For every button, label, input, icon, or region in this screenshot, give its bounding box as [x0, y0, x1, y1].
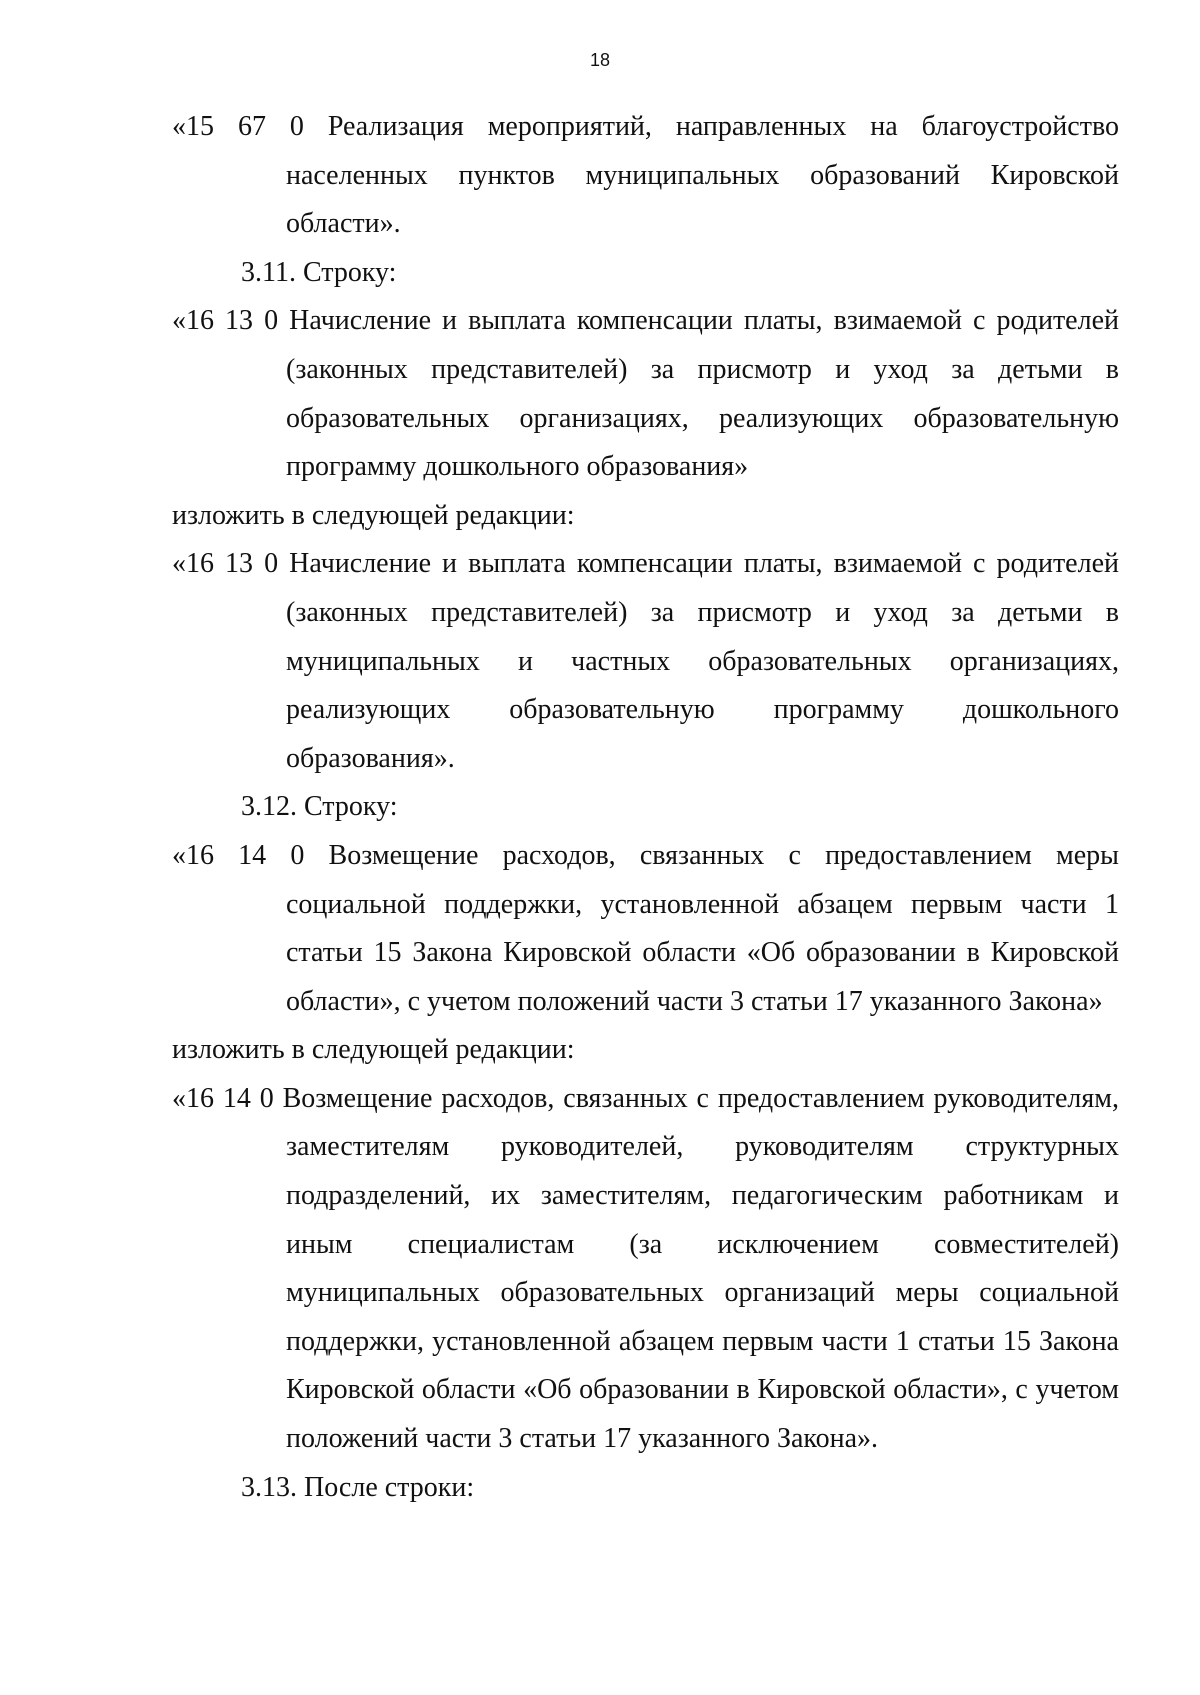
amend-phrase: изложить в следующей редакции:	[172, 1034, 575, 1066]
text-line: реализующих образовательную программу дошкольного	[286, 694, 1119, 726]
text-line: Кировской области «Об образовании в Кировской области», с учетом	[286, 1374, 1119, 1406]
text-line: положений части 3 статьи 17 указанного Закона».	[286, 1423, 879, 1455]
text-line: подразделений, их заместителям, педагогическим работникам и	[286, 1180, 1119, 1212]
text-line: области», с учетом положений части 3 статьи 17 указанного Закона»	[286, 985, 1103, 1017]
code-entry-16-13-0-new	[172, 540, 1119, 783]
page-number: 18	[589, 50, 611, 70]
text-line: иным специалистам (за исключением совместителей)	[286, 1228, 1119, 1260]
text-line: «16 14 0 Возмещение расходов, связанных с предоставлением руководителям,	[172, 1082, 1119, 1114]
text-line: социальной поддержки, установленной абзацем первым части 1	[286, 888, 1119, 920]
text-line: образования».	[286, 742, 455, 774]
text-line: (законных представителей) за присмотр и уход за детьми в	[286, 353, 1119, 385]
text-line: программу дошкольного образования»	[286, 451, 749, 483]
text-line: населенных пунктов муниципальных образований Кировской	[286, 159, 1119, 191]
text-line: муниципальных и частных образовательных организациях,	[286, 645, 1119, 677]
text-line: «16 13 0 Начисление и выплата компенсации платы, взимаемой с родителей	[172, 305, 1119, 337]
amend-phrase: изложить в следующей редакции:	[172, 499, 575, 531]
document-body	[172, 103, 1119, 1512]
text-line: муниципальных образовательных организаций меры социальной	[286, 1277, 1119, 1309]
text-line: «16 14 0 Возмещение расходов, связанных с предоставлением меры	[172, 839, 1119, 871]
text-line: заместителям руководителей, руководителям структурных	[286, 1131, 1119, 1163]
text-line: области».	[286, 208, 401, 240]
code-entry-15-67-0	[172, 103, 1119, 249]
section-heading-3-13: 3.13. После строки:	[241, 1471, 475, 1503]
text-line: поддержки, установленной абзацем первым части 1 статьи 15 Закона	[286, 1325, 1119, 1357]
text-line: образовательных организациях, реализующих образовательную	[286, 402, 1119, 434]
text-line: «15 67 0 Реализация мероприятий, направленных на благоустройство	[172, 111, 1119, 142]
section-heading-3-12: 3.12. Строку:	[241, 791, 398, 823]
code-entry-16-13-0-old	[172, 297, 1119, 491]
code-entry-16-14-0-new	[172, 1075, 1119, 1464]
code-entry-16-14-0-old	[172, 832, 1119, 1026]
section-heading-3-11: 3.11. Строку:	[241, 256, 397, 288]
text-line: (законных представителей) за присмотр и уход за детьми в	[286, 596, 1119, 628]
text-line: «16 13 0 Начисление и выплата компенсации платы, взимаемой с родителей	[172, 548, 1119, 580]
text-line: статьи 15 Закона Кировской области «Об образовании в Кировской	[286, 937, 1119, 969]
